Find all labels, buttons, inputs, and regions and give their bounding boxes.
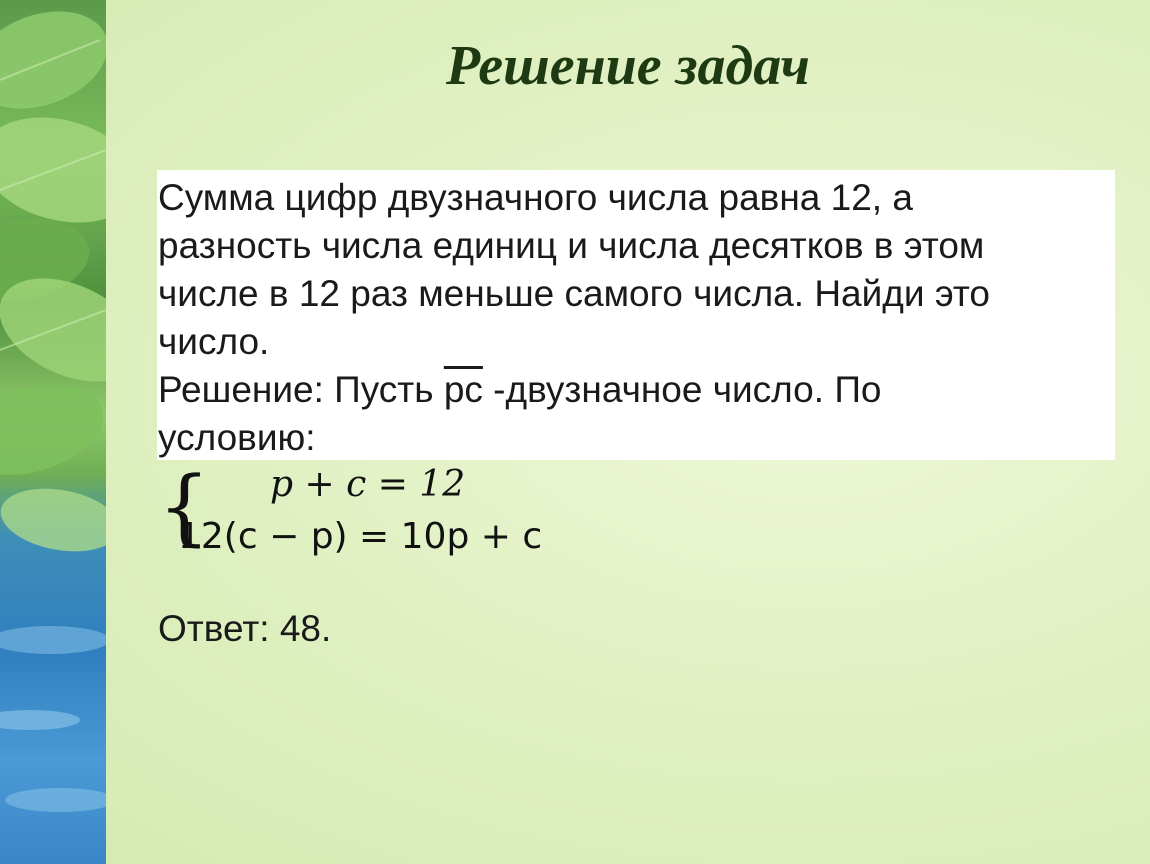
- problem-line-1: Сумма цифр двузначного числа равна 12, а: [158, 177, 913, 218]
- solution-prefix: Решение: Пусть: [158, 369, 444, 410]
- solution-suffix: -двузначное число. По: [482, 369, 882, 410]
- problem-line-4: число.: [158, 321, 270, 362]
- problem-line-2: разность числа единиц и числа десятков в этом: [158, 225, 985, 266]
- system-brace: {: [158, 460, 211, 555]
- leaf-water-decoration: [0, 0, 106, 864]
- solution-line-2: условию:: [158, 417, 316, 458]
- problem-text: [158, 174, 1108, 462]
- problem-line-3: числе в 12 раз меньше самого числа. Найди это: [158, 273, 990, 314]
- number-notation: рс: [443, 369, 483, 410]
- slide-title: Решение задач: [446, 35, 810, 97]
- solution-line-1: [158, 366, 1108, 414]
- equation-2: 12(с − р) = 10р + с: [178, 516, 543, 557]
- equation-1: p + c = 12: [270, 464, 466, 505]
- answer-text: Ответ: 48.: [158, 608, 332, 649]
- equation-system: [158, 462, 758, 562]
- leaves-image: [0, 0, 106, 864]
